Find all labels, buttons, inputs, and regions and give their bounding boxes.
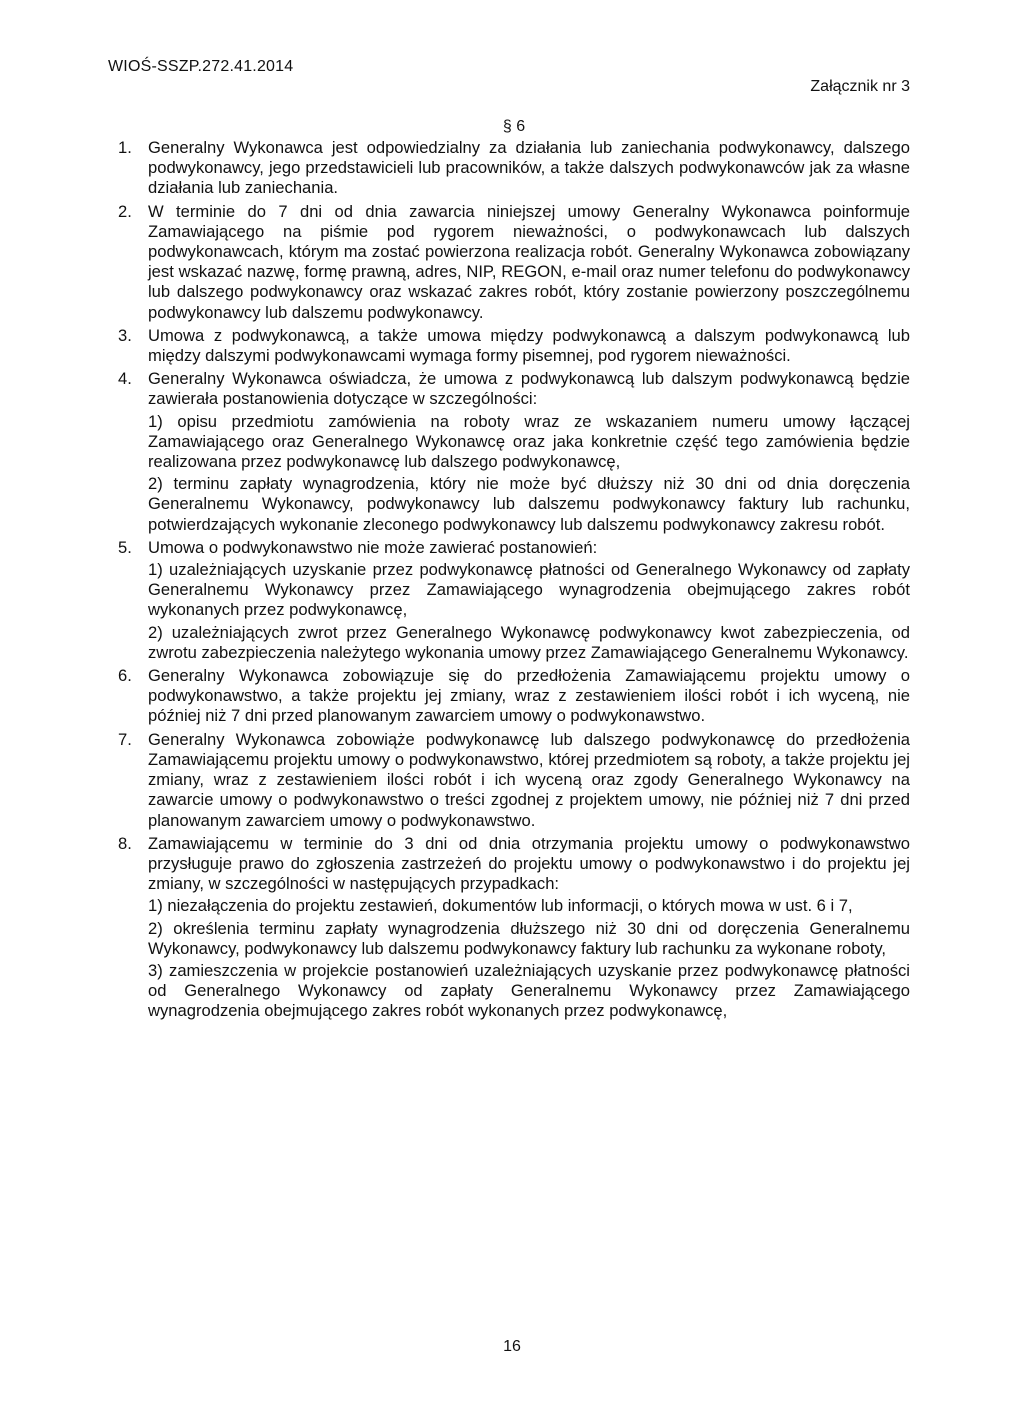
clause-number: 5. (118, 537, 132, 557)
section-heading: § 6 (502, 118, 526, 135)
clause-6 (118, 666, 910, 727)
clause-4 (118, 369, 910, 535)
clause-text: W terminie do 7 dni od dnia zawarcia niniejszej umowy Generalny Wykonawca poinformuje Zamawiającego na piśmie pod rygorem nieważności, o podwykonawcach lub dalszych podwykonawcach, którym ma zostać powierzona realizacja robót. Generalny Wykonawca zobowiązany jest wskazać nazwę, formę prawną, adres, NIP, REGON, e-mail oraz numer telefonu do podwykonawcy lub dalszego podwykonawcy oraz wskazać zakres robót, który zostanie powierzony poszczególnemu podwykonawcy lub dalszemu podwykonawcy. (148, 201, 910, 322)
clause-text: Generalny Wykonawca jest odpowiedzialny za działania lub zaniechania podwykonawcy, dalszego podwykonawcy, jego przedstawicieli lub pracowników, a także dalszych podwykonawców jak za własne działania lub zaniechania. (148, 138, 910, 198)
clause-2 (118, 202, 910, 323)
annex-label: Załącznik nr 3 (810, 78, 910, 95)
clause-subpoint: 2) terminu zapłaty wynagrodzenia, który nie może być dłuższy niż 30 dni od dnia doręczenia Generalnemu Wykonawcy, podwykonawcy lub dalszemu podwykonawcy faktury lub rachunku, potwierdzających wykonanie zleconego podwykonawcy lub dalszemu podwykonawcy zakresu robót. (148, 474, 910, 534)
clause-text: Umowa o podwykonawstwo nie może zawierać postanowień: (148, 537, 598, 557)
clause-number: 1. (118, 138, 132, 157)
clause-number: 3. (118, 325, 132, 345)
document-body (118, 138, 910, 1025)
clause-1 (118, 138, 910, 199)
clause-text: Generalny Wykonawca oświadcza, że umowa z podwykonawcą lub dalszym podwykonawcą będzie zawierała postanowienia dotyczące w szczególności: (148, 369, 910, 409)
clause-text: Umowa z podwykonawcą, a także umowa między podwykonawcą a dalszym podwykonawcą lub między dalszymi podwykonawcami wymaga formy pisemnej, pod rygorem nieważności. (148, 325, 910, 366)
clause-7 (118, 730, 910, 831)
clause-subpoint: 1) niezałączenia do projektu zestawień, dokumentów lub informacji, o których mowa w ust. 6 i 7, (148, 896, 853, 916)
clause-number: 8. (118, 833, 132, 853)
clause-number: 4. (118, 369, 132, 389)
clause-8 (118, 834, 910, 1022)
clause-text: Zamawiającemu w terminie do 3 dni od dnia otrzymania projektu umowy o podwykonawstwo przysługuje prawo do zgłoszenia zastrzeżeń do projektu umowy o podwykonawstwo i do projektu jej zmiany, w szczególności w następujących przypadkach: (148, 833, 910, 894)
document-reference: WIOŚ-SSZP.272.41.2014 (108, 58, 294, 75)
clause-subpoint: 2) uzależniających zwrot przez Generalnego Wykonawcę podwykonawcy kwot zabezpieczenia, od zwrotu zabezpieczenia należytego wykonania umowy przez Zamawiającego Generalnemu Wykonawcy. (148, 622, 910, 662)
clause-5 (118, 538, 910, 663)
page-number: 16 (503, 1338, 521, 1355)
clause-text: Generalny Wykonawca zobowiązuje się do przedłożenia Zamawiającemu projektu umowy o podwykonawstwo, a także projektu jej zmiany, wraz z zestawieniem ilości robót i ich wyceną, nie później niż 7 dni przed planowanym zawarciem umowy o podwykonawstwo. (148, 666, 910, 726)
clause-number: 7. (118, 729, 132, 749)
clause-text: Generalny Wykonawca zobowiąże podwykonawcę lub dalszego podwykonawcę do przedłożenia Zamawiającemu projektu umowy o podwykonawstwo, której przedmiotem są roboty, a także projektu jej zmiany, wraz z zestawieniem ilości robót i ich wyceną oraz zgody Generalnego Wykonawcy na zawarcie umowy o podwykonawstwo o treści zgodnej z projektem umowy, nie później niż 7 dni przed planowanym zawarciem umowy o podwykonawstwo. (148, 729, 910, 830)
clause-subpoint: 3) zamieszczenia w projekcie postanowień uzależniających uzyskanie przez podwykonawcę płatności od Generalnego Wykonawcy od zapłaty Generalnemu Wykonawcy przez Zamawiającego wynagrodzenia obejmującego zakres robót wykonanych przez podwykonawcę, (148, 960, 910, 1021)
clause-number: 2. (118, 201, 132, 221)
clause-subpoint: 2) określenia terminu zapłaty wynagrodzenia dłuższego niż 30 dni od doręczenia Generalnemu Wykonawcy, podwykonawcy lub dalszemu podwykonawcy faktury lub rachunku za wykonane roboty, (148, 918, 910, 958)
clause-subpoint: 1) uzależniających uzyskanie przez podwykonawcę płatności od Generalnego Wykonawcy od zapłaty Generalnemu Wykonawcy przez Zamawiającego wynagrodzenia obejmującego zakres robót wykonanych przez podwykonawcę, (148, 560, 910, 620)
clause-3 (118, 326, 910, 366)
clause-number: 6. (118, 666, 132, 686)
clause-subpoint: 1) opisu przedmiotu zamówienia na roboty wraz ze wskazaniem numeru umowy łączącej Zamawiającego oraz Generalnego Wykonawcę oraz jaka konkretnie część tego zamówienia będzie realizowana przez podwykonawcę lub dalszego podwykonawcę, (148, 411, 910, 472)
